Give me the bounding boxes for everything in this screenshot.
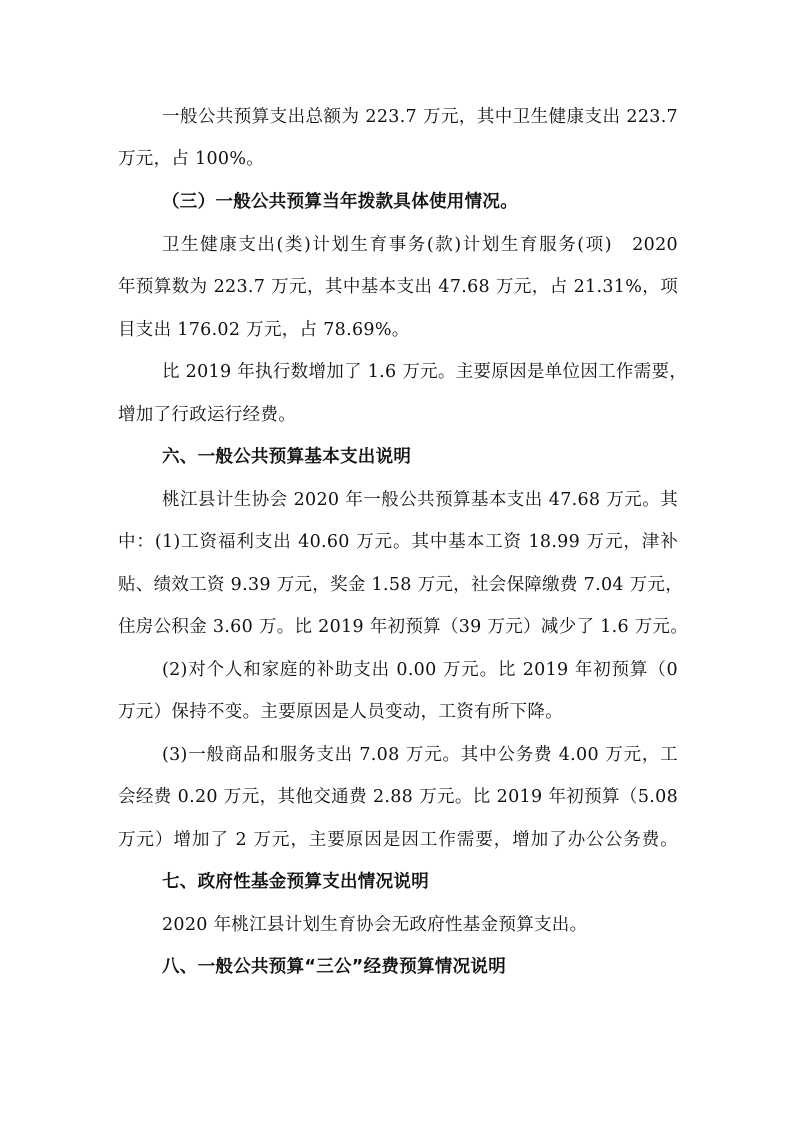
paragraph-line: (2)对个人和家庭的补助支出 0.00 万元。比 2019 年初预算（0 xyxy=(162,660,678,680)
paragraph-line: 会经费 0.20 万元，其他交通费 2.88 万元。比 2019 年初预算（5.08 xyxy=(118,787,678,807)
paragraph-line: 桃江县计生协会 2020 年一般公共预算基本支出 47.68 万元。其 xyxy=(162,490,678,510)
section-heading: 八、一般公共预算“三公”经费预算情况说明 xyxy=(162,957,507,977)
paragraph-line: 万元）增加了 2 万元，主要原因是因工作需要，增加了办公公务费。 xyxy=(118,830,678,850)
section-heading: （三）一般公共预算当年拨款具体使用情况。 xyxy=(162,192,518,212)
paragraph-line: (3)一般商品和服务支出 7.08 万元。其中公务费 4.00 万元，工 xyxy=(162,745,678,765)
paragraph-line: 一般公共预算支出总额为 223.7 万元，其中卫生健康支出 223.7 xyxy=(162,107,678,127)
paragraph-line: 增加了行政运行经费。 xyxy=(118,405,296,425)
paragraph-line: 2020 年桃江县计划生育协会无政府性基金预算支出。 xyxy=(162,915,588,935)
paragraph-line: 住房公积金 3.60 万。比 2019 年初预算（39 万元）减少了 1.6 万元。 xyxy=(118,617,689,637)
paragraph-line: 中：(1)工资福利支出 40.60 万元。其中基本工资 18.99 万元，津补 xyxy=(118,532,678,552)
paragraph-line: 比 2019 年执行数增加了 1.6 万元。主要原因是单位因工作需要， xyxy=(162,362,688,382)
paragraph-line: 目支出 176.02 万元，占 78.69%。 xyxy=(118,320,410,340)
paragraph-line: 万元）保持不变。主要原因是人员变动，工资有所下降。 xyxy=(118,702,563,722)
paragraph-line: 贴、绩效工资 9.39 万元，奖金 1.58 万元，社会保障缴费 7.04 万元， xyxy=(118,575,684,595)
paragraph-line: 万元，占 100%。 xyxy=(118,149,265,169)
section-heading: 六、一般公共预算基本支出说明 xyxy=(162,447,412,467)
paragraph-line: 年预算数为 223.7 万元，其中基本支出 47.68 万元，占 21.31%，项 xyxy=(118,277,678,297)
section-heading: 七、政府性基金预算支出情况说明 xyxy=(162,872,429,892)
paragraph-line: 卫生健康支出(类)计划生育事务(款)计划生育服务(项) 2020 xyxy=(162,235,678,255)
